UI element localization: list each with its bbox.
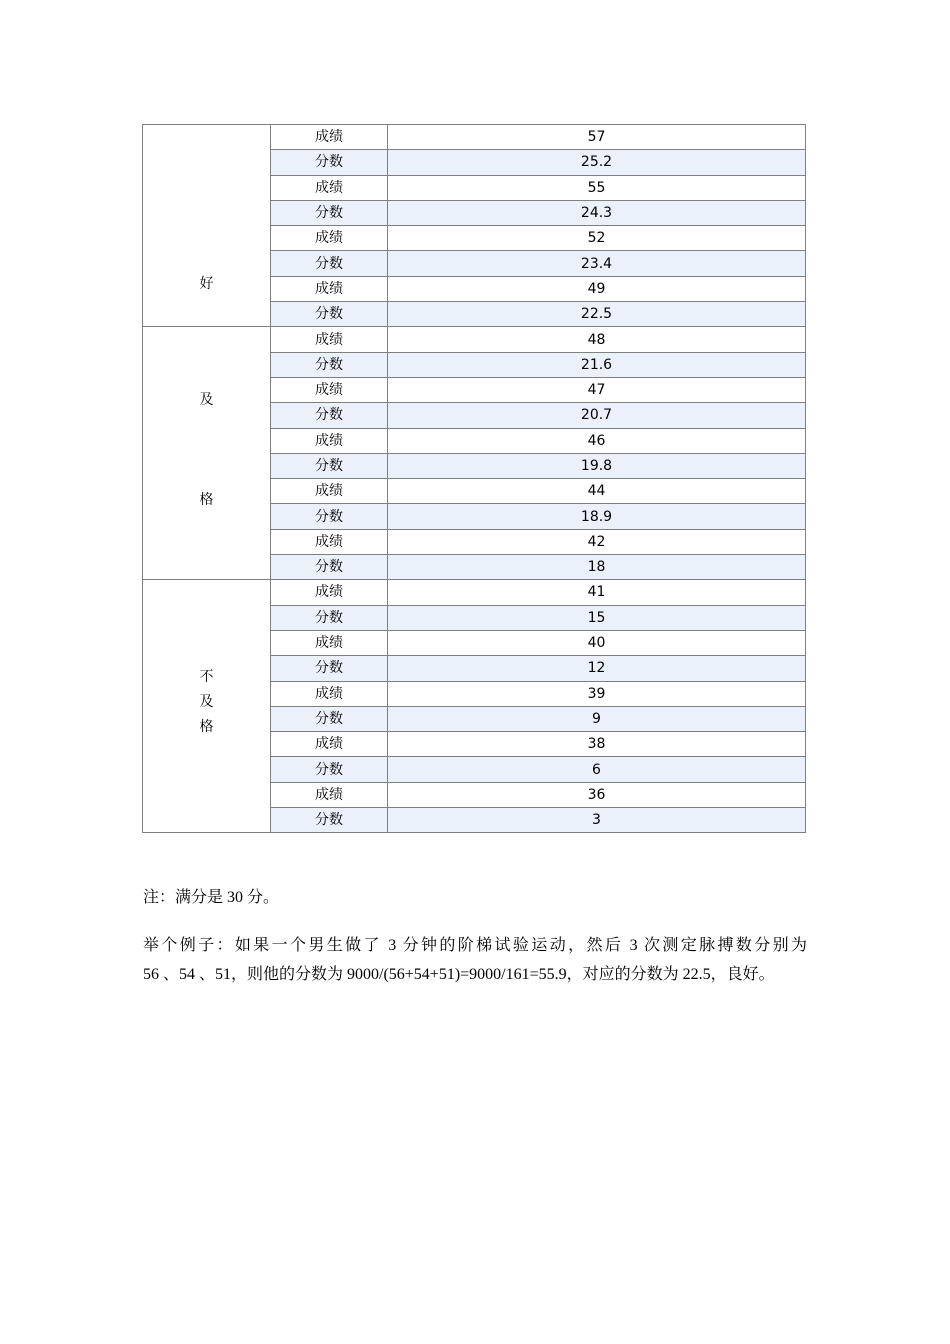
full-score-note: 注：满分是 30 分。 — [143, 889, 280, 906]
row-value-cell: 12 — [388, 656, 806, 681]
row-label-cell: 分数 — [271, 605, 388, 630]
row-value-cell: 21.6 — [388, 352, 806, 377]
row-label-cell: 成绩 — [271, 782, 388, 807]
row-label-cell: 成绩 — [271, 125, 388, 150]
row-label-cell: 分数 — [271, 403, 388, 428]
row-value-cell: 55 — [388, 175, 806, 200]
row-label-cell: 分数 — [271, 302, 388, 327]
row-label-cell: 成绩 — [271, 479, 388, 504]
grade-label: 格 — [199, 719, 214, 736]
example-line-1: 举个例子：如果一个男生做了 3 分钟的阶梯试验运动，然后 3 次测定脉搏数分别为 — [143, 937, 807, 954]
row-value-cell: 24.3 — [388, 200, 806, 225]
row-value-cell: 18 — [388, 555, 806, 580]
row-value-cell: 23.4 — [388, 251, 806, 276]
row-value-cell: 44 — [388, 479, 806, 504]
grade-group-cell — [143, 580, 271, 833]
row-label-cell: 成绩 — [271, 529, 388, 554]
row-value-cell: 18.9 — [388, 504, 806, 529]
row-value-cell: 57 — [388, 125, 806, 150]
row-label-cell: 成绩 — [271, 428, 388, 453]
row-value-cell: 42 — [388, 529, 806, 554]
row-value-cell: 25.2 — [388, 150, 806, 175]
row-value-cell: 38 — [388, 732, 806, 757]
row-value-cell: 3 — [388, 808, 806, 833]
grade-label: 好 — [199, 276, 214, 292]
score-table — [142, 124, 806, 833]
row-label-cell: 分数 — [271, 757, 388, 782]
grade-group-cell — [143, 125, 271, 327]
example-paragraph — [143, 931, 807, 989]
row-label-cell: 分数 — [271, 504, 388, 529]
row-value-cell: 20.7 — [388, 403, 806, 428]
row-value-cell: 48 — [388, 327, 806, 352]
row-value-cell: 19.8 — [388, 453, 806, 478]
row-label-cell: 成绩 — [271, 377, 388, 402]
row-label-cell: 成绩 — [271, 175, 388, 200]
grade-label: 不 — [199, 669, 214, 686]
row-value-cell: 47 — [388, 377, 806, 402]
row-value-cell: 41 — [388, 580, 806, 605]
table-row — [143, 580, 806, 605]
row-value-cell: 40 — [388, 630, 806, 655]
row-label-cell: 分数 — [271, 706, 388, 731]
row-label-cell: 成绩 — [271, 681, 388, 706]
table-row — [143, 125, 806, 150]
row-value-cell: 46 — [388, 428, 806, 453]
grade-group-cell — [143, 327, 271, 580]
row-label-cell: 分数 — [271, 150, 388, 175]
table-row — [143, 327, 806, 352]
row-value-cell: 22.5 — [388, 302, 806, 327]
row-label-cell: 分数 — [271, 251, 388, 276]
row-value-cell: 15 — [388, 605, 806, 630]
row-label-cell: 分数 — [271, 808, 388, 833]
row-value-cell: 52 — [388, 226, 806, 251]
row-value-cell: 6 — [388, 757, 806, 782]
row-label-cell: 分数 — [271, 555, 388, 580]
grade-label: 及 — [199, 392, 214, 409]
row-label-cell: 成绩 — [271, 630, 388, 655]
example-line-2: 56 、54 、51，则他的分数为 9000/(56+54+51)=9000/161=55.9，对应的分数为 22.5，良好。 — [143, 966, 775, 983]
row-value-cell: 36 — [388, 782, 806, 807]
row-value-cell: 9 — [388, 706, 806, 731]
row-label-cell: 成绩 — [271, 580, 388, 605]
row-label-cell: 分数 — [271, 453, 388, 478]
row-label-cell: 成绩 — [271, 226, 388, 251]
row-value-cell: 49 — [388, 276, 806, 301]
row-label-cell: 分数 — [271, 200, 388, 225]
row-label-cell: 分数 — [271, 352, 388, 377]
row-label-cell: 分数 — [271, 656, 388, 681]
row-value-cell: 39 — [388, 681, 806, 706]
row-label-cell: 成绩 — [271, 276, 388, 301]
grade-label: 及 — [199, 694, 214, 711]
grade-label: 格 — [199, 492, 214, 509]
row-label-cell: 成绩 — [271, 327, 388, 352]
row-label-cell: 成绩 — [271, 732, 388, 757]
